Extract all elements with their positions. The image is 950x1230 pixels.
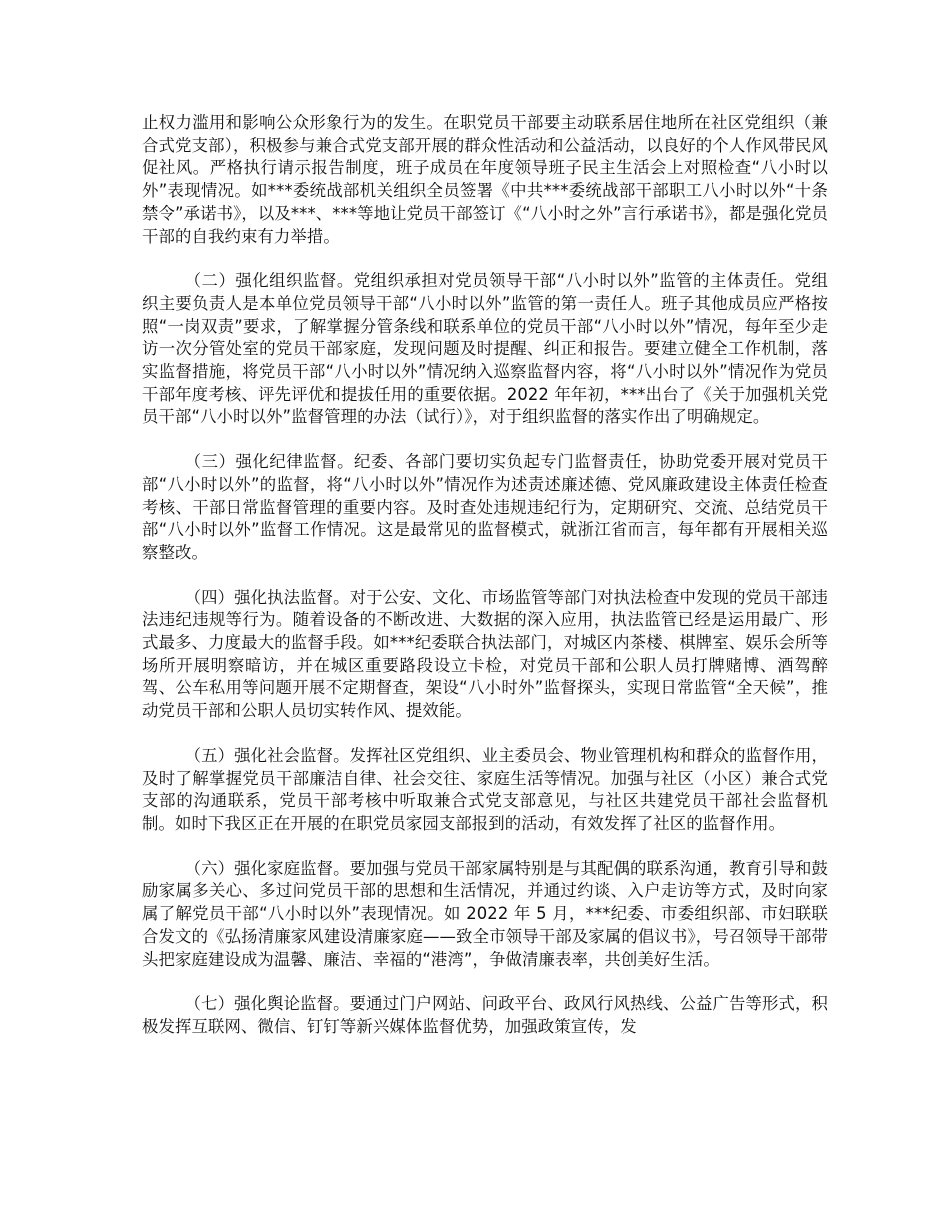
paragraph-social-supervision: （五）强化社会监督。发挥社区党组织、业主委员会、物业管理机构和群众的监督作用，及时了解掌握党员干部廉洁自律、社会交往、家庭生活等情况。加强与社区（小区）兼合式党支部的沟通联系，党员干部考核中听取兼合式党支部意见，与社区共建党员干部社会监督机制。如时下我区正在开展的在职党员家园支部报到的活动，有效发挥了社区的监督作用。 — [142, 745, 828, 833]
paragraph-law-enforcement-supervision: （四）强化执法监督。对于公安、文化、市场监管等部门对执法检查中发现的党员干部违法违纪违规等行为。随着设备的不断改进、大数据的深入应用，执法监管已经是运用最广、形式最多、力度最大的监督手段。如***纪委联合执法部门，对城区内茶楼、棋牌室、娱乐会所等场所开展明察暗访，并在城区重要路段设立卡检，对党员干部和公职人员打牌赌博、酒驾醉驾、公车私用等问题开展不定期督查，架设“八小时外”监督探头，实现日常监管“全天候”，推动党员干部和公职人员切实转作风、提效能。 — [142, 587, 828, 721]
paragraph-continuation: 止权力滥用和影响公众形象行为的发生。在职党员干部要主动联系居住地所在社区党组织（兼合式党支部），积极参与兼合式党支部开展的群众性活动和公益活动，以良好的个人作风带民风促社风。严格执行请示报告制度，班子成员在年度领导班子民主生活会上对照检查“八小时以外”表现情况。如***委统战部机关组织全员签署《中共***委统战部干部职工八小时以外“十条禁令”承诺书》，以及***、***等地让党员干部签订《“八小时之外”言行承诺书》，都是强化党员干部的自我约束有力举措。 — [142, 113, 828, 246]
paragraph-family-supervision: （六）强化家庭监督。要加强与党员干部家属特别是与其配偶的联系沟通，教育引导和鼓励家属多关心、多过问党员干部的思想和生活情况，并通过约谈、入户走访等方式，及时向家属了解党员干部“八小时以外”表现情况。如 2022 年 5 月，***纪委、市委组织部、市妇联联合发文的《弘扬清廉家风建设清廉家庭——致全市领导干部及家属的倡议书》，号召领导干部带头把家庭建设成为温馨、廉洁、幸福的“港湾”，争做清廉表率，共创美好生活。 — [142, 858, 828, 969]
paragraph-organization-supervision: （二）强化组织监督。党组织承担对党员领导干部“八小时以外”监管的主体责任。党组织主要负责人是本单位党员领导干部“八小时以外”监管的第一责任人。班子其他成员应严格按照“一岗双责”要求，了解掌握分管条线和联系单位的党员干部“八小时以外”情况，每年至少走访一次分管处室的党员干部家庭，发现问题及时提醒、纠正和报告。要建立健全工作机制，落实监督措施，将党员干部“八小时以外”情况纳入巡察监督内容，将“八小时以外”情况作为党员干部年度考核、评先评优和提拔任用的重要依据。2022 年年初，***出台了《关于加强机关党员干部“八小时以外”监督管理的办法（试行）》，对于组织监督的落实作出了明确规定。 — [142, 271, 828, 427]
paragraph-discipline-supervision: （三）强化纪律监督。纪委、各部门要切实负起专门监督责任，协助党委开展对党员干部“八小时以外”的监督，将“八小时以外”情况作为述责述廉述德、党风廉政建设主体责任检查考核、干部日常监督管理的重要内容。及时查处违规违纪行为，定期研究、交流、总结党员干部“八小时以外”监督工作情况。这是最常见的监督模式，就浙江省而言，每年都有开展相关巡察整改。 — [142, 452, 828, 562]
document-page — [142, 112, 828, 1061]
paragraph-public-opinion-supervision: （七）强化舆论监督。要通过门户网站、问政平台、政风行风热线、公益广告等形式，积极发挥互联网、微信、钉钉等新兴媒体监督优势，加强政策宣传，发 — [142, 994, 828, 1036]
